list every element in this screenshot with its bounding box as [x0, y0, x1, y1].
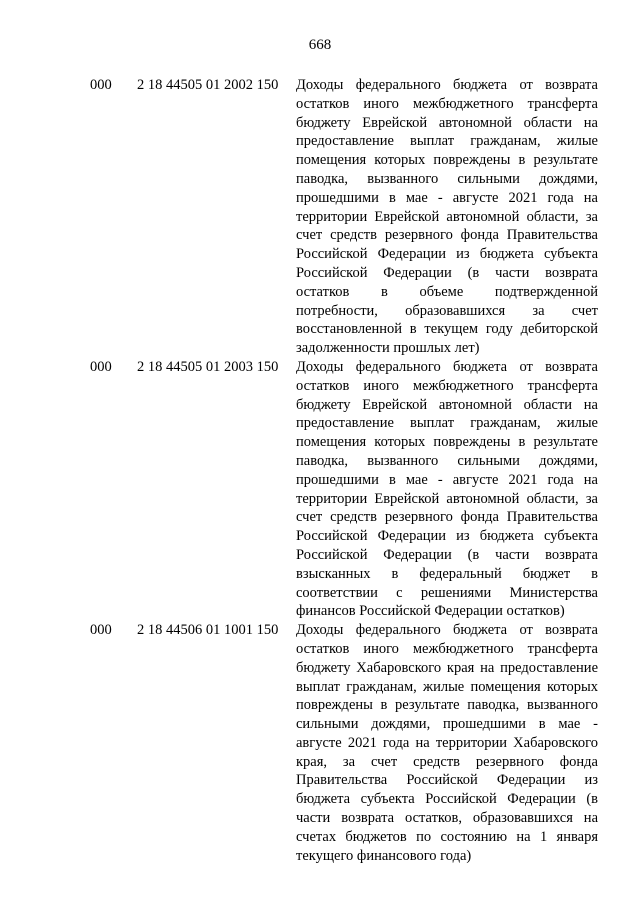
entry-description: Доходы федерального бюджета от возврата остатков иного межбюджетного трансферта бюджету Еврейской автономной области на предоставление выплат гражданам, жилые помещения которых повреждены в результате паводка, вызванного сильными дождями, прошедшими в мае - августе 2021 года на территории Еврейской автономной области, за счет средств резервного фонда Правительства Российской Федерации из бюджета субъекта Российской Федерации (в части возврата взысканных в федеральный бюджет в соответствии с решениями Министерства финансов Российской Федерации остатков)	[296, 358, 598, 620]
budget-code-list	[0, 76, 640, 865]
administrator-code: 000	[90, 358, 112, 375]
administrator-code: 000	[90, 622, 112, 639]
budget-classification-code: 2 18 44506 01 1001 150	[137, 622, 279, 639]
administrator-code: 000	[90, 77, 112, 93]
budget-classification-code: 2 18 44505 01 2003 150	[137, 358, 279, 375]
budget-code-entry	[0, 358, 640, 621]
budget-classification-code: 2 18 44505 01 2002 150	[137, 77, 279, 93]
entry-description: Доходы федерального бюджета от возврата остатков иного межбюджетного трансферта бюджету Хабаровского края на предоставление выплат гражданам, жилые помещения которых повреждены в результате паводка, вызванного сильными дождями, прошедшими в мае - августе 2021 года на территории Хабаровского края, за счет средств резервного фонда Правительства Российской Федерации из бюджета субъекта Российской Федерации (в части возврата остатков, образовавшихся на счетах бюджетов по состоянию на 1 января текущего финансового года)	[296, 622, 598, 864]
page-number: 668	[308, 37, 332, 53]
budget-code-entry	[0, 621, 640, 865]
entry-description: Доходы федерального бюджета от возврата остатков иного межбюджетного трансферта бюджету Еврейской автономной области на предоставление выплат гражданам, жилые помещения которых повреждены в результате паводка, вызванного сильными дождями, прошедшими в мае - августе 2021 года на территории Еврейской автономной области, за счет средств резервного фонда Правительства Российской Федерации из бюджета субъекта Российской Федерации (в части возврата остатков в объеме подтвержденной потребности, образовавшихся за счет восстановленной в текущем году дебиторской задолженности прошлых лет)	[296, 77, 598, 357]
budget-code-entry	[0, 76, 640, 358]
